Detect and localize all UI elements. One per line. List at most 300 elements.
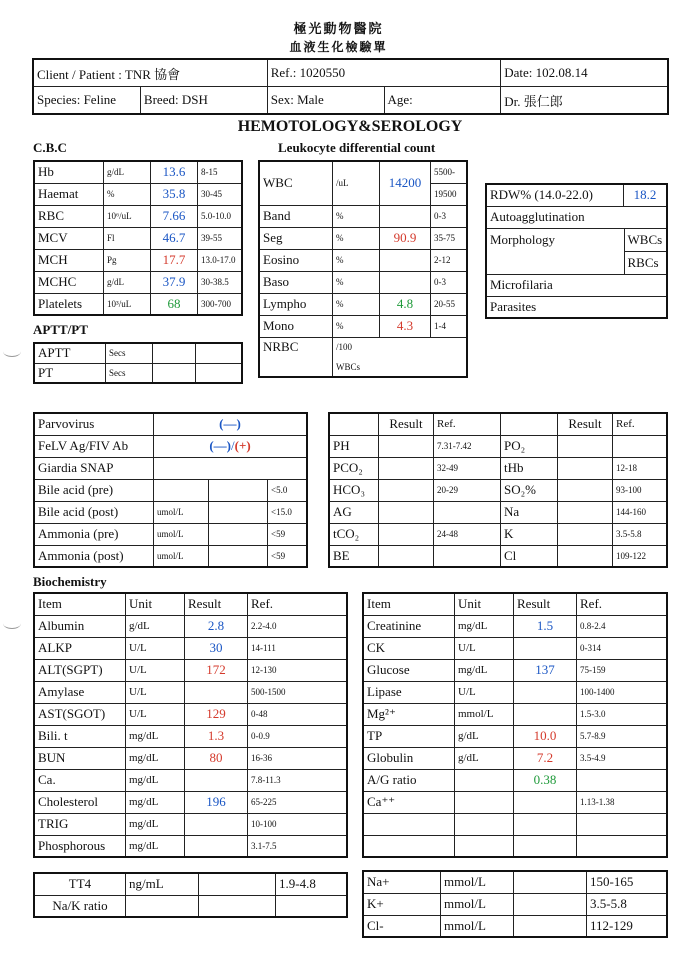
- biochem-item-name: Lipase: [363, 681, 455, 703]
- biochem-item-value: 10.0: [514, 725, 577, 747]
- aptt-table: [33, 342, 243, 384]
- gas-item-value: [379, 435, 434, 457]
- gas-item-value-2: [558, 501, 613, 523]
- date-value: 102.08.14: [535, 65, 588, 80]
- biochem-row: [34, 681, 347, 703]
- aptt-item-name: PT: [34, 363, 106, 383]
- biochem-header: Unit: [126, 593, 185, 615]
- electrolyte-row: [363, 871, 667, 893]
- gas-item-value-2: [558, 523, 613, 545]
- aptt-item-value: [153, 363, 196, 383]
- gas-item-name: PH: [329, 435, 379, 457]
- cbc-item-ref: 5.0-10.0: [198, 205, 243, 227]
- leuko-row: [259, 249, 467, 271]
- electrolyte-item-name: K+: [363, 893, 441, 915]
- tt4-item-unit: ng/mL: [126, 873, 199, 895]
- cbc-item-unit: Fl: [104, 227, 151, 249]
- nrbc-blank: [380, 337, 468, 357]
- biochem-item-ref: 2.2-4.0: [248, 615, 348, 637]
- cbc-item-unit: %: [104, 183, 151, 205]
- cbc-row: [34, 161, 242, 183]
- leuko-item-name: Eosino: [259, 249, 333, 271]
- gas-item-value-2: [558, 479, 613, 501]
- leuko-item-value: 90.9: [380, 227, 431, 249]
- nrbc-blank-3: [380, 357, 468, 377]
- serology-row: [34, 413, 307, 435]
- biochem-item-ref: 500-1500: [248, 681, 348, 703]
- gas-row: [329, 523, 667, 545]
- biochem-item-name: A/G ratio: [363, 769, 455, 791]
- biochem-item-unit: U/L: [455, 637, 514, 659]
- biochem-item-unit: mg/dL: [455, 615, 514, 637]
- date-label: Date:: [504, 65, 533, 80]
- gas-item-ref: 7.31-7.42: [434, 435, 501, 457]
- gas-item-name: tCO₂: [329, 523, 379, 545]
- biochem-item-unit: mg/dL: [126, 835, 185, 857]
- cbc-item-ref: 300-700: [198, 293, 243, 315]
- biochem-item-value: 196: [185, 791, 248, 813]
- biochem-item-name: [363, 835, 455, 857]
- wbc-row: [259, 161, 467, 183]
- serology-item-result: (—): [154, 413, 308, 435]
- morphology-sub: [624, 228, 668, 274]
- client-label: Client / Patient :: [37, 66, 122, 82]
- biochem-row: [34, 835, 347, 857]
- biochem-header-row: [363, 593, 667, 615]
- serology-item-unit: umol/L: [154, 523, 209, 545]
- cbc-row: [34, 271, 242, 293]
- biochem-item-value: 129: [185, 703, 248, 725]
- leuko-item-ref: 0-3: [431, 271, 468, 293]
- biochem-item-unit: mg/dL: [126, 813, 185, 835]
- biochem-item-ref: 14-111: [248, 637, 348, 659]
- serology-item-ref: <15.0: [268, 501, 308, 523]
- serology-item-ref: <59: [268, 523, 308, 545]
- biochem-item-unit: U/L: [126, 681, 185, 703]
- leuko-item-value: [380, 271, 431, 293]
- biochem-item-unit: U/L: [126, 637, 185, 659]
- fiv-result: (+): [234, 438, 251, 453]
- cbc-row: [34, 249, 242, 271]
- ref-cell: [267, 59, 501, 87]
- cbc-item-name: Platelets: [34, 293, 104, 315]
- serology-table: [33, 412, 308, 568]
- gas-item-ref: [434, 545, 501, 567]
- biochem-item-unit: [455, 835, 514, 857]
- sex-value: Male: [297, 92, 324, 107]
- tt4-item-ref: 1.9-4.8: [276, 873, 348, 895]
- aptt-row: [34, 343, 242, 363]
- biochem-item-ref: 12-130: [248, 659, 348, 681]
- aptt-item-name: APTT: [34, 343, 106, 363]
- leuko-item-unit: %: [333, 315, 380, 337]
- serology-row: [34, 523, 307, 545]
- electrolyte-row: [363, 893, 667, 915]
- leuko-row: [259, 315, 467, 337]
- leuko-item-unit: %: [333, 227, 380, 249]
- biochem-row: [34, 703, 347, 725]
- cbc-item-unit: g/dL: [104, 161, 151, 183]
- wbc-value: 14200: [380, 161, 431, 205]
- biochem-row: [34, 637, 347, 659]
- gas-blank: [329, 413, 379, 435]
- biochem-item-name: BUN: [34, 747, 126, 769]
- cbc-item-value: 37.9: [151, 271, 198, 293]
- nrbc-row-2: [259, 357, 467, 377]
- gas-item-name: PCO₂: [329, 457, 379, 479]
- nrbc-unit-2: WBCs: [333, 357, 380, 377]
- biochem-header: Item: [34, 593, 126, 615]
- gas-ref-header: Ref.: [434, 413, 501, 435]
- biochem-row: [34, 813, 347, 835]
- leuko-title: Leukocyte differential count: [278, 140, 436, 155]
- tt4-item-name: TT4: [34, 873, 126, 895]
- aptt-item-value: [153, 343, 196, 363]
- leuko-item-ref: 2-12: [431, 249, 468, 271]
- leuko-row: [259, 293, 467, 315]
- leuko-item-name: Lympho: [259, 293, 333, 315]
- serology-item-name: FeLV Ag/FIV Ab: [34, 435, 154, 457]
- cbc-item-name: RBC: [34, 205, 104, 227]
- cbc-item-name: Hb: [34, 161, 104, 183]
- biochem-header: Ref.: [577, 593, 668, 615]
- serology-item-name: Ammonia (post): [34, 545, 154, 567]
- cbc-item-unit: 10⁶/uL: [104, 205, 151, 227]
- biochem-row: [363, 725, 667, 747]
- margin-mark-2: [3, 618, 21, 629]
- tt4-item-name: Na/K ratio: [34, 895, 126, 917]
- biochem-item-value: 1.5: [514, 615, 577, 637]
- age-cell: [384, 87, 501, 115]
- gas-row: [329, 479, 667, 501]
- gas-item-name-2: SO₂%: [501, 479, 558, 501]
- cbc-row: [34, 183, 242, 205]
- biochem-row: [363, 769, 667, 791]
- biochem-item-ref: [577, 835, 668, 857]
- sex-cell: [267, 87, 384, 115]
- leuko-item-name: Band: [259, 205, 333, 227]
- biochem-item-name: Globulin: [363, 747, 455, 769]
- wbc-ref-low: 5500-: [431, 161, 468, 183]
- breed-label: Breed:: [143, 92, 179, 107]
- morphology-label: Morphology: [486, 228, 624, 274]
- biochem-row: [34, 659, 347, 681]
- breed-cell: [140, 87, 267, 115]
- ref-label: Ref.:: [270, 65, 297, 80]
- aptt-item-ref: [196, 363, 243, 383]
- serology-item-result: [154, 435, 308, 457]
- serology-row: [34, 435, 307, 457]
- serology-row: [34, 457, 307, 479]
- wbc-name: WBC: [259, 161, 333, 205]
- gas-item-value: [379, 479, 434, 501]
- rbcs-label: RBCs: [624, 251, 667, 274]
- gas-item-name-2: Cl: [501, 545, 558, 567]
- biochem-item-unit: mg/dL: [126, 769, 185, 791]
- leuko-item-ref: 35-75: [431, 227, 468, 249]
- serology-item-result: [154, 457, 308, 479]
- serology-item-value: [209, 545, 268, 567]
- biochem-item-ref: [577, 769, 668, 791]
- breed-value: DSH: [181, 92, 208, 107]
- biochem-row: [34, 615, 347, 637]
- biochem-row: [363, 659, 667, 681]
- serology-item-value: [209, 523, 268, 545]
- leuko-item-ref: 20-55: [431, 293, 468, 315]
- biochem-item-ref: 3.5-4.9: [577, 747, 668, 769]
- aptt-row: [34, 363, 242, 383]
- wbc-ref-high: 19500: [431, 183, 468, 205]
- rdw-value: 18.2: [624, 184, 668, 206]
- biochem-item-value: 80: [185, 747, 248, 769]
- biochem-item-name: Mg²⁺: [363, 703, 455, 725]
- biochem-item-ref: 0-0.9: [248, 725, 348, 747]
- gas-result-header-2: Result: [558, 413, 613, 435]
- biochem-item-name: CK: [363, 637, 455, 659]
- biochem-item-unit: [455, 791, 514, 813]
- biochem-header: Result: [514, 593, 577, 615]
- biochem-row: [34, 769, 347, 791]
- biochem-item-name: Amylase: [34, 681, 126, 703]
- nrbc-blank-2: [259, 357, 333, 377]
- gas-item-ref: [434, 501, 501, 523]
- biochem-row: [34, 791, 347, 813]
- cbc-item-name: MCV: [34, 227, 104, 249]
- biochem-row: [363, 681, 667, 703]
- biochem-row: [34, 725, 347, 747]
- biochem-item-unit: g/dL: [455, 725, 514, 747]
- biochem-item-name: AST(SGOT): [34, 703, 126, 725]
- gas-item-name: HCO₃: [329, 479, 379, 501]
- gas-item-value-2: [558, 435, 613, 457]
- leuko-item-ref: 1-4: [431, 315, 468, 337]
- biochem-item-value: [514, 813, 577, 835]
- serology-row: [34, 545, 307, 567]
- biochem-item-value: [185, 769, 248, 791]
- cbc-item-value: 13.6: [151, 161, 198, 183]
- leuko-item-unit: %: [333, 249, 380, 271]
- rdw-label: RDW% (14.0-22.0): [486, 184, 624, 206]
- biochem-item-name: Cholesterol: [34, 791, 126, 813]
- biochem-left-table: [33, 592, 348, 858]
- sex-label: Sex:: [270, 92, 294, 107]
- nrbc-unit: /100: [333, 337, 380, 357]
- biochem-item-value: [185, 813, 248, 835]
- biochem-item-ref: 0.8-2.4: [577, 615, 668, 637]
- leuko-item-value: 4.3: [380, 315, 431, 337]
- gas-item-ref-2: 3.5-5.8: [613, 523, 668, 545]
- biochem-item-unit: g/dL: [126, 615, 185, 637]
- doctor-label: Dr.: [504, 93, 521, 109]
- electrolyte-item-unit: mmol/L: [441, 893, 514, 915]
- biochem-item-name: ALT(SGPT): [34, 659, 126, 681]
- cbc-item-unit: g/dL: [104, 271, 151, 293]
- biochem-item-ref: 10-100: [248, 813, 348, 835]
- serology-item-name: Bile acid (pre): [34, 479, 154, 501]
- gas-blank: [501, 413, 558, 435]
- biochem-title: Biochemistry: [33, 574, 107, 589]
- aptt-item-ref: [196, 343, 243, 363]
- gas-item-name: BE: [329, 545, 379, 567]
- tt4-item-value: [199, 895, 276, 917]
- aptt-title: APTT/PT: [33, 322, 88, 337]
- nrbc-name: NRBC: [259, 337, 333, 357]
- leuko-item-value: 4.8: [380, 293, 431, 315]
- biochem-item-ref: 0-314: [577, 637, 668, 659]
- gas-item-value-2: [558, 545, 613, 567]
- serology-item-unit: umol/L: [154, 545, 209, 567]
- gas-item-name-2: Na: [501, 501, 558, 523]
- cbc-item-name: Haemat: [34, 183, 104, 205]
- biochem-item-name: Ca⁺⁺: [363, 791, 455, 813]
- biochem-item-name: Bili. t: [34, 725, 126, 747]
- nrbc-row: [259, 337, 467, 357]
- biochem-item-value: [514, 681, 577, 703]
- biochem-item-ref: 7.8-11.3: [248, 769, 348, 791]
- cbc-item-name: MCH: [34, 249, 104, 271]
- serology-row: [34, 479, 307, 501]
- species-label: Species:: [37, 92, 81, 107]
- cbc-item-value: 7.66: [151, 205, 198, 227]
- gas-item-value: [379, 457, 434, 479]
- leuko-item-value: [380, 205, 431, 227]
- biochem-item-ref: 16-36: [248, 747, 348, 769]
- leuko-row: [259, 205, 467, 227]
- serology-item-unit: [154, 479, 209, 501]
- biochem-header: Result: [185, 593, 248, 615]
- biochem-item-value: [514, 637, 577, 659]
- gas-item-value: [379, 545, 434, 567]
- electrolyte-item-ref: 150-165: [587, 871, 668, 893]
- electrolyte-item-unit: mmol/L: [441, 915, 514, 937]
- morphology-table: [485, 183, 668, 319]
- felv-separator: /: [230, 438, 235, 453]
- electrolyte-item-ref: 112-129: [587, 915, 668, 937]
- gas-item-ref-2: 93-100: [613, 479, 668, 501]
- client-cell: [33, 59, 267, 87]
- leuko-item-name: Seg: [259, 227, 333, 249]
- electrolyte-item-ref: 3.5-5.8: [587, 893, 668, 915]
- biochem-item-value: 7.2: [514, 747, 577, 769]
- serology-item-name: Ammonia (pre): [34, 523, 154, 545]
- biochem-item-name: Phosphorous: [34, 835, 126, 857]
- biochem-item-ref: 0-48: [248, 703, 348, 725]
- cbc-item-value: 35.8: [151, 183, 198, 205]
- biochem-item-value: [185, 681, 248, 703]
- client-value: TNR 協會: [124, 66, 181, 82]
- gas-result-header: Result: [379, 413, 434, 435]
- gas-item-ref: 32-49: [434, 457, 501, 479]
- biochem-item-value: [514, 835, 577, 857]
- electrolyte-item-unit: mmol/L: [441, 871, 514, 893]
- biochem-row: [363, 615, 667, 637]
- tt4-row: [34, 895, 347, 917]
- gas-item-ref-2: 144-160: [613, 501, 668, 523]
- cbc-item-unit: Pg: [104, 249, 151, 271]
- biochem-item-unit: mg/dL: [126, 791, 185, 813]
- gas-item-ref-2: 12-18: [613, 457, 668, 479]
- biochem-item-value: 1.3: [185, 725, 248, 747]
- tt4-item-ref: [276, 895, 348, 917]
- doctor-cell: [501, 87, 668, 115]
- gas-item-value: [379, 523, 434, 545]
- age-label: Age:: [387, 92, 413, 107]
- biochem-item-unit: mg/dL: [455, 659, 514, 681]
- serology-item-unit: umol/L: [154, 501, 209, 523]
- biochem-row: [363, 813, 667, 835]
- biochem-item-unit: [455, 813, 514, 835]
- biochem-row: [363, 637, 667, 659]
- gas-item-ref: 24-48: [434, 523, 501, 545]
- biochem-item-name: Glucose: [363, 659, 455, 681]
- biochem-item-unit: mg/dL: [126, 747, 185, 769]
- tt4-row: [34, 873, 347, 895]
- cbc-item-ref: 30-38.5: [198, 271, 243, 293]
- date-cell: [501, 59, 668, 87]
- cbc-row: [34, 205, 242, 227]
- biochem-item-ref: 1.13-1.38: [577, 791, 668, 813]
- gas-item-name-2: tHb: [501, 457, 558, 479]
- biochem-row: [363, 791, 667, 813]
- biochem-header: Ref.: [248, 593, 348, 615]
- biochem-item-value: 2.8: [185, 615, 248, 637]
- biochem-item-ref: 75-159: [577, 659, 668, 681]
- cbc-title: C.B.C: [33, 140, 67, 155]
- biochem-item-name: Ca.: [34, 769, 126, 791]
- biochem-row: [34, 747, 347, 769]
- leuko-item-unit: %: [333, 293, 380, 315]
- biochem-item-name: Creatinine: [363, 615, 455, 637]
- hospital-name: 極光動物醫院: [293, 22, 384, 37]
- biochem-item-unit: g/dL: [455, 747, 514, 769]
- leuko-item-value: [380, 249, 431, 271]
- cbc-item-value: 17.7: [151, 249, 198, 271]
- tt4-item-unit: [126, 895, 199, 917]
- autoagglutination-label: Autoagglutination: [486, 206, 667, 228]
- gas-item-name-2: PO₂: [501, 435, 558, 457]
- serology-item-value: [209, 479, 268, 501]
- cbc-item-ref: 13.0-17.0: [198, 249, 243, 271]
- gas-item-value-2: [558, 457, 613, 479]
- biochem-item-name: TRIG: [34, 813, 126, 835]
- biochem-right-table: [362, 592, 668, 858]
- cbc-item-ref: 39-55: [198, 227, 243, 249]
- cbc-item-value: 68: [151, 293, 198, 315]
- serology-item-ref: <5.0: [268, 479, 308, 501]
- aptt-item-unit: Secs: [106, 343, 153, 363]
- cbc-item-ref: 30-45: [198, 183, 243, 205]
- leuko-item-name: Baso: [259, 271, 333, 293]
- tt4-item-value: [199, 873, 276, 895]
- leuko-item-unit: %: [333, 271, 380, 293]
- gas-item-ref: 20-29: [434, 479, 501, 501]
- biochem-item-unit: U/L: [126, 659, 185, 681]
- gas-item-name: AG: [329, 501, 379, 523]
- leuko-row: [259, 271, 467, 293]
- biochem-item-value: [185, 835, 248, 857]
- felv-result: (—): [209, 438, 231, 453]
- biochem-item-unit: mmol/L: [455, 703, 514, 725]
- parasites-label: Parasites: [486, 296, 667, 318]
- gas-row: [329, 501, 667, 523]
- biochem-item-ref: [577, 813, 668, 835]
- leuko-item-ref: 0-3: [431, 205, 468, 227]
- gas-ref-header-2: Ref.: [613, 413, 668, 435]
- biochem-item-value: [514, 703, 577, 725]
- biochem-item-value: [514, 791, 577, 813]
- leuko-table: [258, 160, 468, 378]
- serology-item-name: Parvovirus: [34, 413, 154, 435]
